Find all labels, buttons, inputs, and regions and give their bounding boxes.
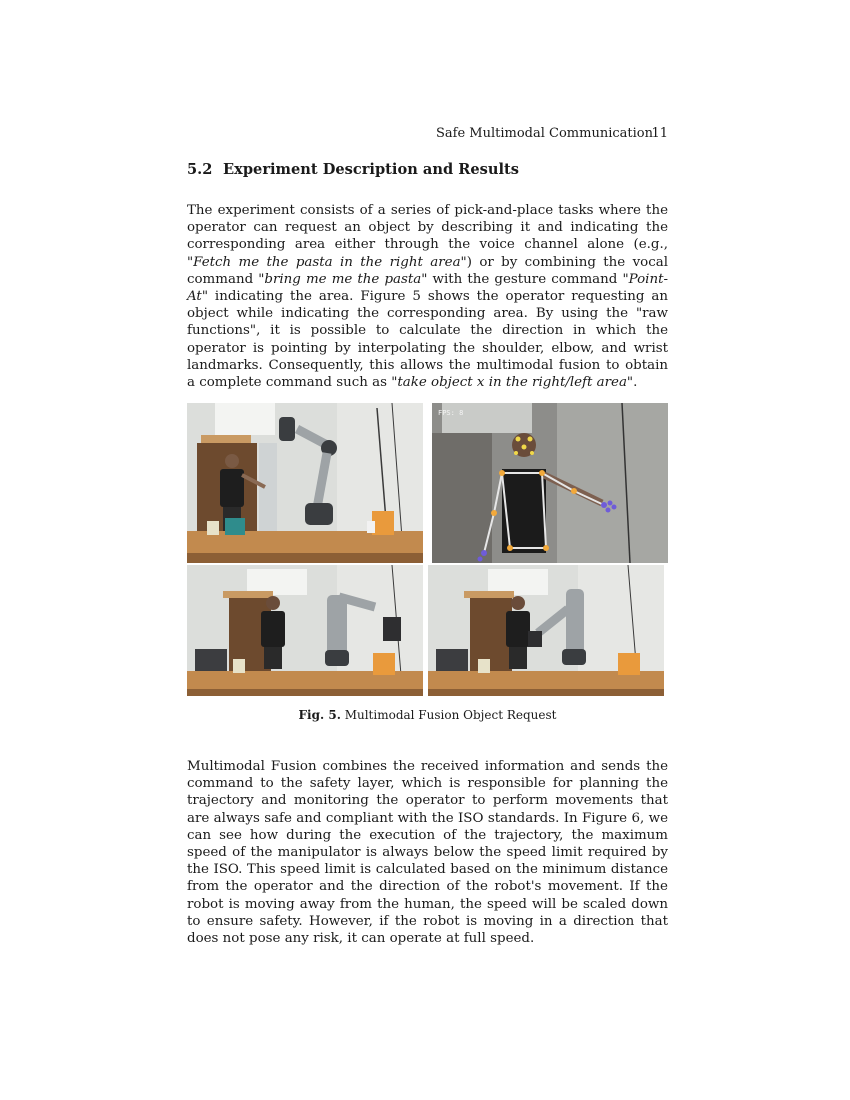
quoted-command: "take object x in the right/left area" <box>391 375 634 391</box>
page-number: 11 <box>651 126 668 141</box>
text-run: The experiment consists of a series of pick-and-place tasks where the operator can request an object by describing it and indicating the corresponding area either through the voice channel alone (e.g., <box>187 203 668 253</box>
paragraph-experiment <box>187 202 668 391</box>
paragraph-fusion: Multimodal Fusion combines the received information and sends the command to the safety layer, which is responsible for planning the trajectory and monitoring the operator to perform movements that are always safe and compliant with the ISO standards. In Figure 6, we can see how during the execution of the trajectory, the maximum speed of the manipulator is always below the speed limit required by the ISO. This speed limit is calculated based on the minimum distance from the operator and the direction of the robot's movement. If the robot is moving away from the human, the speed will be scaled down to ensure safety. However, if the robot is moving in a direction that does not pose any risk, it can operate at full speed. <box>187 759 668 947</box>
robot-delivering-photo <box>428 565 664 696</box>
running-title: Safe Multimodal Communication <box>436 126 653 141</box>
robot-grasping-photo <box>187 565 423 696</box>
text-run: . <box>633 375 638 391</box>
quoted-command: "Fetch me the pasta in the right area" <box>187 254 467 270</box>
caption-label: Fig. 5. <box>298 708 341 722</box>
section-title: Experiment Description and Results <box>223 161 519 178</box>
pose-landmarks-photo <box>432 403 668 563</box>
caption-text: Multimodal Fusion Object Request <box>344 708 557 722</box>
fps-overlay: FPS: 8 <box>438 409 464 417</box>
quoted-command: "bring me me the pasta" <box>258 271 428 287</box>
quoted-command: "Point-At" <box>187 271 668 305</box>
section-number: 5.2 <box>187 161 213 178</box>
section-heading <box>187 161 519 178</box>
text-run: indicating the area. Figure 5 shows the operator requesting an object while indicating the corresponding area. By using the "raw functions", it is possible to calculate the direction in which the operator is pointing by interpolating the shoulder, elbow, and wrist landmarks. Consequently, this allows the multimodal fusion to obtain a complete command such as <box>187 289 668 391</box>
text-run: ) or by combining the vocal command <box>187 254 668 287</box>
text-run: with the gesture command <box>427 271 623 287</box>
figure-5 <box>187 403 668 696</box>
figure-caption <box>187 708 668 722</box>
operator-pointing-photo <box>187 403 423 563</box>
